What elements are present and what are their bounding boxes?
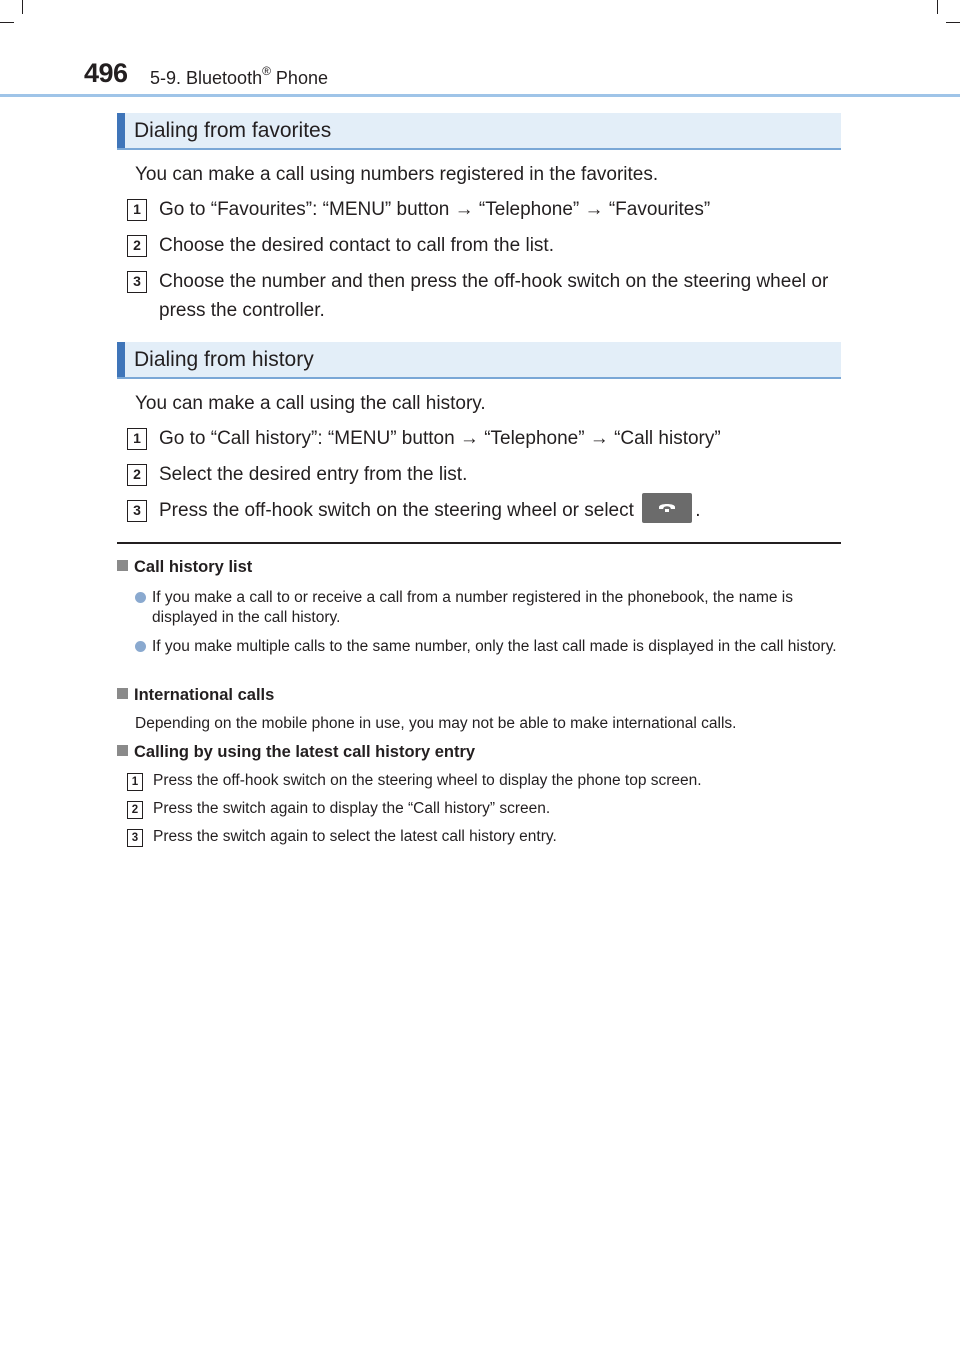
step-text: Press the switch again to select the latest call history entry.	[153, 828, 557, 845]
crop-mark	[0, 22, 14, 23]
step-number-badge: 1	[127, 773, 143, 791]
square-bullet-icon	[117, 688, 128, 699]
section-title: Dialing from history	[134, 348, 314, 371]
step-text: Press the off-hook switch on the steering wheel or select .	[159, 496, 849, 526]
step-number-badge: 3	[127, 500, 147, 522]
page-number: 496	[84, 58, 128, 88]
note-heading-latest-entry: Calling by using the latest call history entry	[117, 743, 475, 762]
section-header-favorites	[117, 113, 841, 150]
section-title: Dialing from favorites	[134, 119, 332, 142]
step-text: Choose the desired contact to call from the list.	[159, 235, 554, 256]
step-text: Select the desired entry from the list.	[159, 464, 468, 485]
note-bullet: If you make a call to or receive a call from a number registered in the phonebook, the name is displayed in the call history.	[135, 588, 845, 628]
step-number-badge: 3	[127, 829, 143, 847]
step-text: Press the off-hook switch on the steering wheel to display the phone top screen.	[153, 772, 702, 789]
page-header	[0, 52, 960, 98]
step-number-badge: 2	[127, 801, 143, 819]
step-text: Press the switch again to display the “Call history” screen.	[153, 800, 551, 817]
step-text: Go to “Call history”: “MENU” button → “Telephone” → “Call history”	[159, 428, 721, 449]
favorites-intro: You can make a call using numbers registered in the favorites.	[135, 164, 659, 185]
section-divider	[117, 542, 841, 544]
crop-mark	[946, 22, 960, 23]
header-rule	[0, 94, 960, 97]
note-heading-international: International calls	[117, 686, 274, 705]
note-text-international: Depending on the mobile phone in use, you may not be able to make international calls.	[135, 715, 737, 732]
step-number-badge: 1	[127, 428, 147, 450]
step-number-badge: 2	[127, 464, 147, 486]
step-number-badge: 3	[127, 271, 147, 293]
step-number-badge: 2	[127, 235, 147, 257]
chapter-title: 5-9. Bluetooth® Phone	[150, 64, 328, 88]
crop-mark	[937, 0, 938, 14]
note-bullet: If you make multiple calls to the same number, only the last call made is displayed in the call history.	[135, 637, 845, 657]
step-number-badge: 1	[127, 199, 147, 221]
handset-icon	[642, 493, 692, 523]
note-heading-call-history-list: Call history list	[117, 558, 252, 577]
round-bullet-icon	[135, 592, 146, 603]
section-header-history	[117, 342, 841, 379]
crop-mark	[22, 0, 23, 14]
step-text: Go to “Favourites”: “MENU” button → “Telephone” → “Favourites”	[159, 199, 711, 220]
round-bullet-icon	[135, 641, 146, 652]
step-text: Choose the number and then press the off-hook switch on the steering wheel or press the controller.	[159, 271, 829, 321]
square-bullet-icon	[117, 560, 128, 571]
history-intro: You can make a call using the call history.	[135, 393, 486, 414]
square-bullet-icon	[117, 745, 128, 756]
